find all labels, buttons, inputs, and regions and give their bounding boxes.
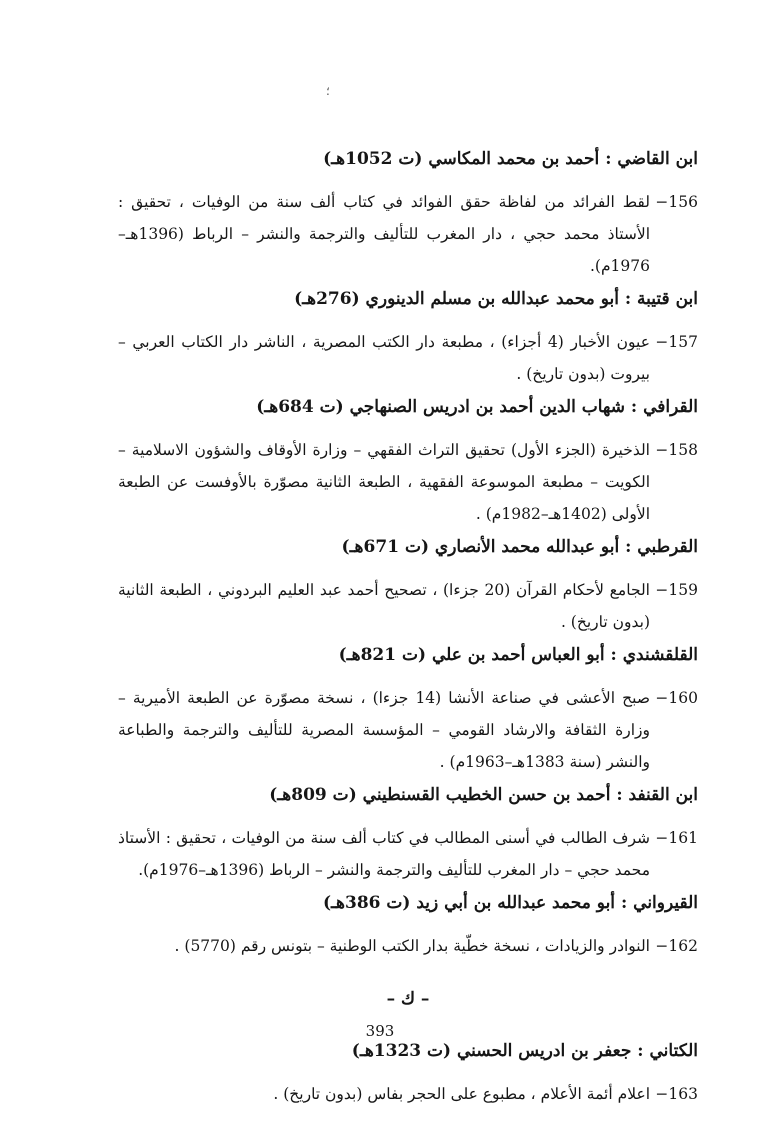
entry-number: 158− <box>655 441 698 459</box>
entry-160 <box>118 682 698 778</box>
entry-text: اعلام أئمة الأعلام ، مطبوع على الحجر بفاس (بدون تاريخ) . <box>273 1085 650 1103</box>
top-mark: ؛ <box>326 84 330 98</box>
entry-number: 161− <box>655 829 698 847</box>
entry-number: 162− <box>655 937 698 955</box>
entry-text: صبح الأعشى في صناعة الأنشا (14 جزءا) ، نسخة مصوّرة عن الطبعة الأميرية – وزارة الثقافة والارشاد القومي – المؤسسة المصرية للتأليف والترجمة والطباعة والنشر (سنة 1383هـ–1963م) . <box>118 689 650 771</box>
entry-157 <box>118 326 698 390</box>
entry-number: 160− <box>655 689 698 707</box>
author-heading: القرطبي : أبو عبدالله محمد الأنصاري (ت 671هـ) <box>341 537 698 557</box>
author-block-160 <box>118 642 698 778</box>
entry-162 <box>118 930 698 962</box>
author-heading: ابن القاضي : أحمد بن محمد المكاسي (ت 1052هـ) <box>323 149 698 169</box>
section-letter: – ك – <box>386 989 430 1009</box>
author-heading: ابن القنفد : أحمد بن حسن الخطيب القسنطيني (ت 809هـ) <box>269 785 698 805</box>
author-block-162 <box>118 890 698 962</box>
bibliography <box>118 146 698 1114</box>
author-block-158 <box>118 394 698 530</box>
entry-text: عيون الأخبار (4 أجزاء) ، مطبعة دار الكتب المصرية ، الناشر دار الكتاب العربي – بيروت (بدون تاريخ) . <box>118 333 650 383</box>
entry-number: 157− <box>655 333 698 351</box>
entry-text: النوادر والزيادات ، نسخة خطّية بدار الكتب الوطنية – بتونس رقم (5770) . <box>174 937 650 955</box>
page-number: 393 <box>365 1022 395 1040</box>
entry-159 <box>118 574 698 638</box>
author-heading: القيرواني : أبو محمد عبدالله بن أبي زيد (ت 386هـ) <box>322 893 698 913</box>
entry-text: شرف الطالب في أسنى المطالب في كتاب ألف سنة من الوفيات ، تحقيق : الأستاذ محمد حجي – دار المغرب للتأليف والترجمة والنشر – الرباط (1396هـ–1976م). <box>118 829 650 879</box>
author-heading: الكتاني : جعفر بن ادريس الحسني (ت 1323هـ) <box>351 1041 698 1061</box>
author-block-156 <box>118 146 698 282</box>
author-block-157 <box>118 286 698 390</box>
entry-number: 156− <box>655 193 698 211</box>
author-block-161 <box>118 782 698 886</box>
entry-text: الذخيرة (الجزء الأول) تحقيق التراث الفقهي – وزارة الأوقاف والشؤون الاسلامية – الكويت – مطبعة الموسوعة الفقهية ، الطبعة الثانية مصوّرة بالأوفست عن الطبعة الأولى (1402هـ–1982م) . <box>118 441 650 523</box>
entry-163 <box>118 1078 698 1110</box>
entry-text: الجامع لأحكام القرآن (20 جزءا) ، تصحيح أحمد عبد العليم البردوني ، الطبعة الثانية (بدون تاريخ) . <box>118 581 650 631</box>
author-block-163 <box>118 1038 698 1110</box>
entry-161 <box>118 822 698 886</box>
author-heading: القلقشندي : أبو العباس أحمد بن علي (ت 821هـ) <box>338 645 698 665</box>
author-heading: القرافي : شهاب الدين أحمد بن ادريس الصنهاجي (ت 684هـ) <box>256 397 698 417</box>
entry-number: 163− <box>655 1085 698 1103</box>
entry-158 <box>118 434 698 530</box>
author-block-159 <box>118 534 698 638</box>
author-heading: ابن قتيبة : أبو محمد عبدالله بن مسلم الدينوري (276هـ) <box>294 289 698 309</box>
entry-number: 159− <box>655 581 698 599</box>
entry-text: لقط الفرائد من لفاظة حقق الفوائد في كتاب ألف سنة من الوفيات ، تحقيق : الأستاذ محمد حجي ، دار المغرب للتأليف والترجمة والنشر – الرباط (1396هـ–1976م). <box>118 193 650 275</box>
entry-156 <box>118 186 698 282</box>
